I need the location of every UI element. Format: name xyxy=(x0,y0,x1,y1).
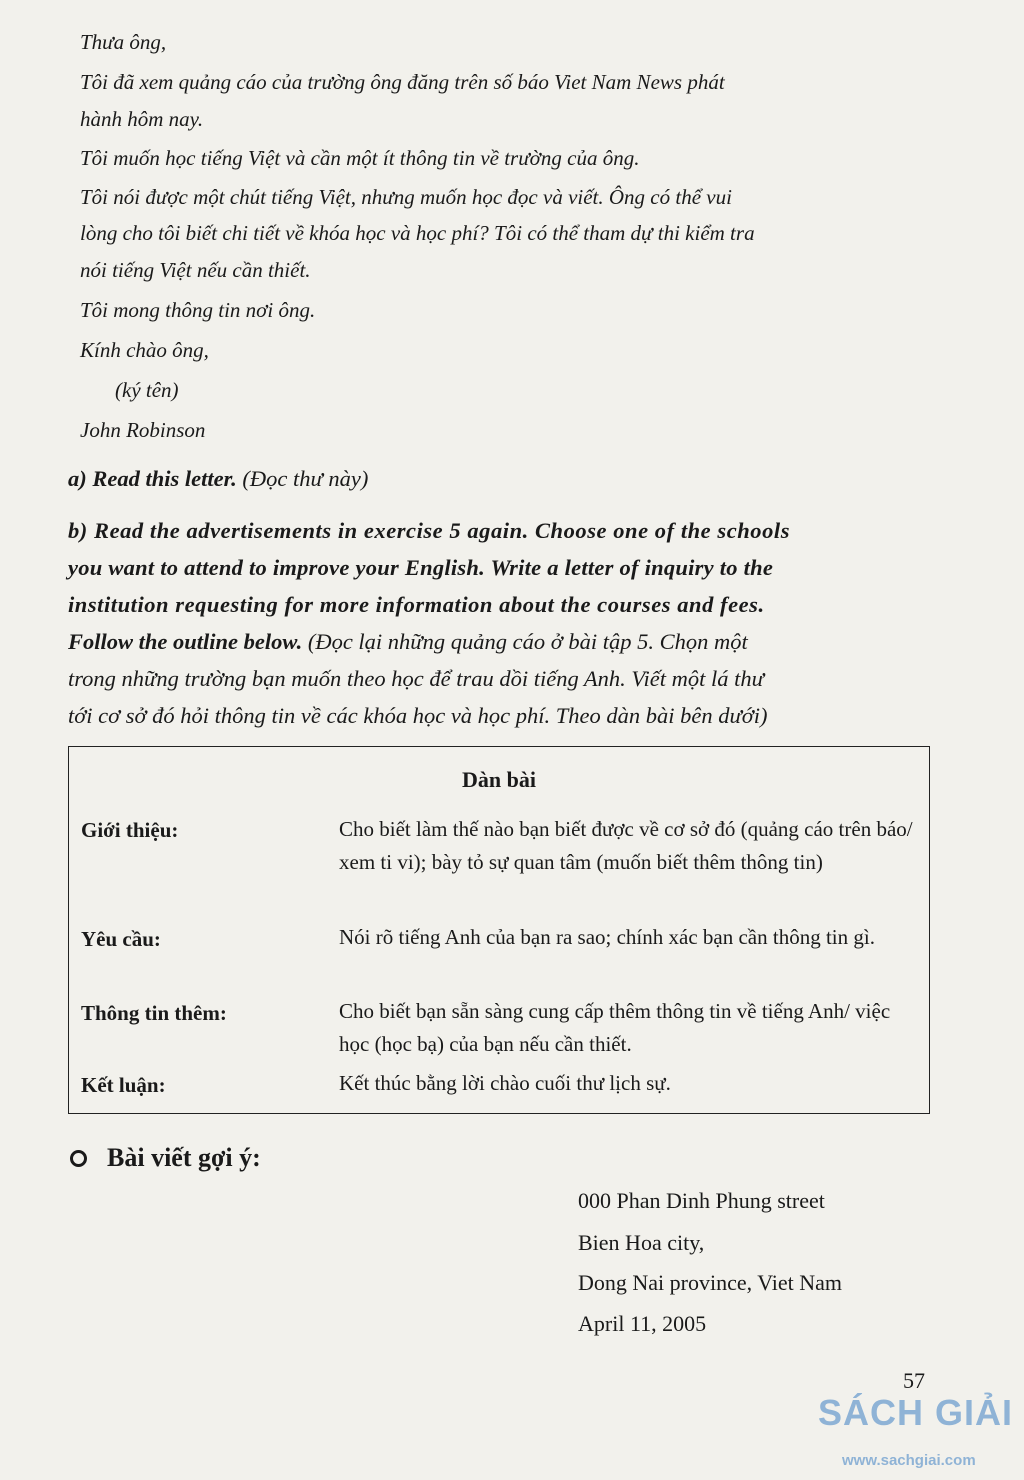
task-a-instruction: a) Read this letter. xyxy=(68,466,237,491)
task-b-translation-start: (Đọc lại những quảng cáo ở bài tập 5. Chọn một xyxy=(307,629,748,654)
letter-line: Thưa ông, xyxy=(80,30,167,54)
suggestion-heading-text: Bài viết gợi ý: xyxy=(107,1143,261,1172)
letter-line: lòng cho tôi biết chi tiết về khóa học và học phí? Tôi có thể tham dự thi kiểm tra xyxy=(80,221,755,245)
bullet-icon xyxy=(70,1150,87,1167)
outline-label-conclusion: Kết luận: xyxy=(81,1073,166,1097)
outline-text-conclusion: Kết thúc bằng lời chào cuối thư lịch sự. xyxy=(339,1071,671,1095)
task-b-line: you want to attend to improve your English. Write a letter of inquiry to the xyxy=(68,555,774,580)
task-b-line: b) Read the advertisements in exercise 5 again. Choose one of the schools xyxy=(68,518,791,543)
letter-line: nói tiếng Việt nếu cần thiết. xyxy=(80,258,311,282)
outline-box xyxy=(68,746,930,1114)
watermark-url: www.sachgiai.com xyxy=(842,1452,976,1469)
letter-sender-name: John Robinson xyxy=(80,418,206,442)
letter-line: Tôi muốn học tiếng Việt và cần một ít thông tin về trường của ông. xyxy=(80,146,640,170)
task-b-translation-line: tới cơ sở đó hỏi thông tin về các khóa học và học phí. Theo dàn bài bên dưới) xyxy=(68,703,768,728)
letter-line: Tôi nói được một chút tiếng Việt, nhưng muốn học đọc và viết. Ông có thể vui xyxy=(80,185,732,209)
task-a-translation: (Đọc thư này) xyxy=(242,466,369,491)
letter-date: April 11, 2005 xyxy=(578,1311,707,1336)
suggestion-heading xyxy=(70,1143,261,1173)
outline-text-request: Nói rõ tiếng Anh của bạn ra sao; chính xác bạn cần thông tin gì. xyxy=(339,925,875,949)
letter-line: Tôi mong thông tin nơi ông. xyxy=(80,298,316,322)
page-number: 57 xyxy=(903,1368,925,1393)
letter-closing: Kính chào ông, xyxy=(80,338,209,362)
letter-signature-note: (ký tên) xyxy=(115,378,179,402)
outline-text-introduction: Cho biết làm thế nào bạn biết được về cơ sở đó (quảng cáo trên báo/ xem ti vi); bày tỏ sự quan tâm (muốn biết thêm thông tin) xyxy=(339,817,913,874)
task-b-line: institution requesting for more information about the courses and fees. xyxy=(68,592,765,617)
address-line: Bien Hoa city, xyxy=(578,1230,705,1255)
address-line: 000 Phan Dinh Phung street xyxy=(578,1188,825,1213)
task-b-translation-line: trong những trường bạn muốn theo học để trau dồi tiếng Anh. Viết một lá thư xyxy=(68,666,764,691)
task-b xyxy=(68,518,934,730)
outline-label-introduction: Giới thiệu: xyxy=(81,818,179,842)
address-line: Dong Nai province, Viet Nam xyxy=(578,1270,843,1295)
letter-line: Tôi đã xem quảng cáo của trường ông đăng trên số báo Viet Nam News phát xyxy=(80,70,725,94)
letter-line: hành hôm nay. xyxy=(80,107,204,131)
outline-title: Dàn bài xyxy=(462,767,536,792)
outline-label-request: Yêu cầu: xyxy=(81,927,161,951)
task-b-instruction-end: Follow the outline below. xyxy=(68,629,303,654)
outline-text-extra-info: Cho biết bạn sẵn sàng cung cấp thêm thông tin về tiếng Anh/ việc học (học bạ) của bạn nếu cần thiết. xyxy=(339,999,891,1056)
watermark-logo: SÁCH GIẢI xyxy=(818,1392,1014,1433)
outline-label-extra-info: Thông tin thêm: xyxy=(81,1001,227,1025)
